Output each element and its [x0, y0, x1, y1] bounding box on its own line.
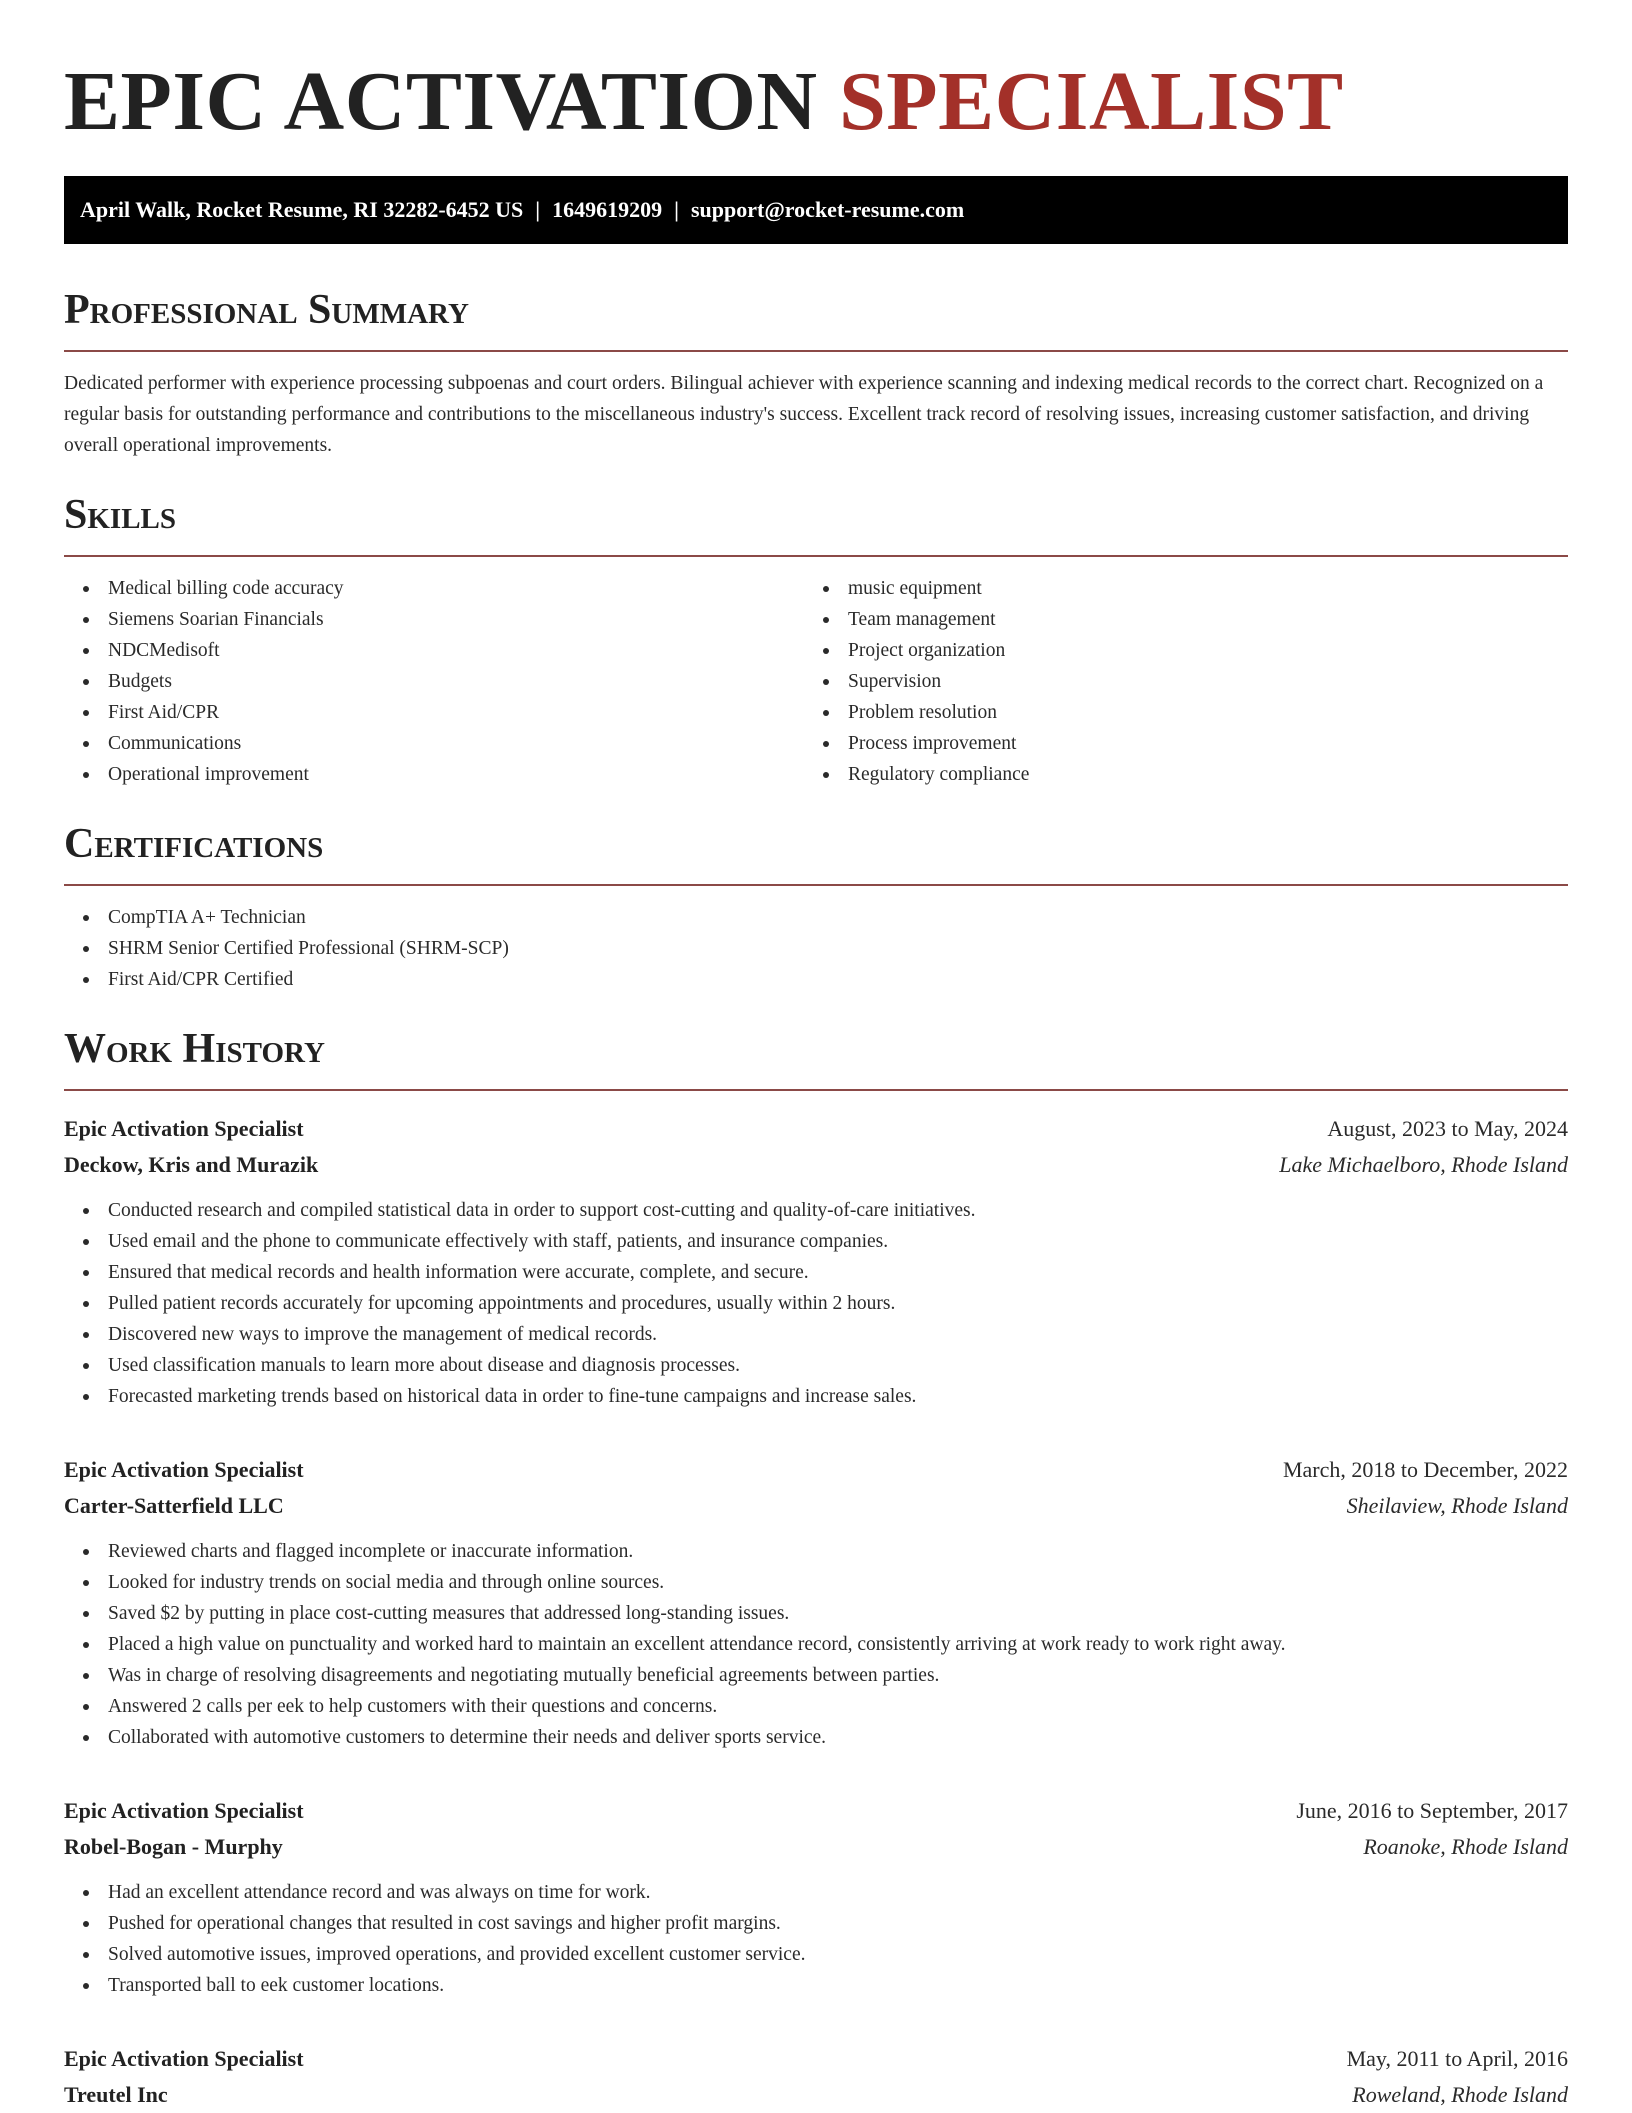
job-duty-item: Pulled patient records accurately for upcoming appointments and procedures, usually within 2 hours. [108, 1288, 1568, 1319]
job-header-row [64, 1111, 1568, 1147]
job-entry [64, 1452, 1568, 1753]
job-company-row [64, 1829, 1568, 1865]
contact-phone: 1649619209 [552, 197, 663, 222]
skill-item: Operational improvement [108, 759, 804, 790]
resume-name [64, 0, 1568, 152]
job-entry [64, 2041, 1568, 2113]
job-company: Deckow, Kris and Murazik [64, 1152, 319, 1177]
skill-item: Supervision [848, 666, 1544, 697]
summary-heading: Professional Summary [64, 284, 1568, 352]
certification-item: First Aid/CPR Certified [108, 964, 1568, 995]
job-company: Carter-Satterfield LLC [64, 1493, 284, 1518]
certifications-list [64, 902, 1568, 995]
skills-list-left [64, 573, 804, 790]
skill-item: Budgets [108, 666, 804, 697]
skills-list-right [804, 573, 1544, 790]
skill-item: NDCMedisoft [108, 635, 804, 666]
job-duty-item: Collaborated with automotive customers to determine their needs and deliver sports service. [108, 1722, 1568, 1753]
job-header-row [64, 1452, 1568, 1488]
job-title: Epic Activation Specialist [64, 1116, 304, 1141]
contact-address: April Walk, Rocket Resume, RI 32282-6452 US [80, 197, 524, 222]
job-duty-item: Conducted research and compiled statistical data in order to support cost-cutting and quality-of-care initiatives. [108, 1195, 1568, 1226]
job-dates: August, 2023 to May, 2024 [1327, 1116, 1568, 1141]
job-duty-item: Pushed for operational changes that resulted in cost savings and higher profit margins. [108, 1908, 1568, 1939]
job-company: Treutel Inc [64, 2082, 168, 2107]
job-entry [64, 1111, 1568, 1412]
job-dates: June, 2016 to September, 2017 [1296, 1798, 1568, 1823]
job-duty-item: Had an excellent attendance record and was always on time for work. [108, 1877, 1568, 1908]
job-title: Epic Activation Specialist [64, 2046, 304, 2071]
job-header-row [64, 2041, 1568, 2077]
skill-item: Communications [108, 728, 804, 759]
job-duty-item: Used classification manuals to learn more about disease and diagnosis processes. [108, 1350, 1568, 1381]
contact-bar [64, 176, 1568, 244]
job-duty-item: Answered 2 calls per eek to help customers with their questions and concerns. [108, 1691, 1568, 1722]
job-duty-item: Ensured that medical records and health information were accurate, complete, and secure. [108, 1257, 1568, 1288]
name-last: SPECIALIST [839, 55, 1344, 148]
skills-column-right [804, 573, 1544, 790]
job-duty-item: Used email and the phone to communicate effectively with staff, patients, and insurance companies. [108, 1226, 1568, 1257]
skill-item: Process improvement [848, 728, 1544, 759]
job-title: Epic Activation Specialist [64, 1798, 304, 1823]
job-duty-item: Transported ball to eek customer locations. [108, 1970, 1568, 2001]
skills-grid [64, 573, 1568, 790]
job-duty-item: Forecasted marketing trends based on historical data in order to fine-tune campaigns and increase sales. [108, 1381, 1568, 1412]
job-duty-item: Solved automotive issues, improved operations, and provided excellent customer service. [108, 1939, 1568, 1970]
job-header-row [64, 1793, 1568, 1829]
job-location: Lake Michaelboro, Rhode Island [1279, 1152, 1568, 1177]
job-duty-item: Was in charge of resolving disagreements and negotiating mutually beneficial agreements between parties. [108, 1660, 1568, 1691]
skill-item: Team management [848, 604, 1544, 635]
job-location: Sheilaview, Rhode Island [1346, 1493, 1568, 1518]
work-history-heading: Work History [64, 1023, 1568, 1091]
skill-item: Regulatory compliance [848, 759, 1544, 790]
job-dates: March, 2018 to December, 2022 [1282, 1457, 1568, 1482]
job-company: Robel-Bogan - Murphy [64, 1834, 283, 1859]
skill-item: Problem resolution [848, 697, 1544, 728]
job-title: Epic Activation Specialist [64, 1457, 304, 1482]
job-company-row [64, 1147, 1568, 1183]
job-duty-item: Discovered new ways to improve the management of medical records. [108, 1319, 1568, 1350]
contact-separator: | [674, 197, 679, 222]
certification-item: CompTIA A+ Technician [108, 902, 1568, 933]
skills-heading: Skills [64, 489, 1568, 557]
job-duties-list [64, 1877, 1568, 2001]
job-dates: May, 2011 to April, 2016 [1346, 2046, 1568, 2071]
job-duty-item: Looked for industry trends on social media and through online sources. [108, 1567, 1568, 1598]
contact-separator: | [535, 197, 541, 222]
skill-item: First Aid/CPR [108, 697, 804, 728]
skill-item: music equipment [848, 573, 1544, 604]
skills-column-left [64, 573, 804, 790]
certifications-heading: Certifications [64, 818, 1568, 886]
job-company-row [64, 2077, 1568, 2113]
job-location: Roanoke, Rhode Island [1363, 1834, 1568, 1859]
job-duties-list [64, 1195, 1568, 1412]
job-duty-item: Reviewed charts and flagged incomplete or inaccurate information. [108, 1536, 1568, 1567]
name-first: EPIC ACTIVATION [64, 55, 818, 148]
job-duties-list [64, 1536, 1568, 1753]
summary-text: Dedicated performer with experience processing subpoenas and court orders. Bilingual achiever with experience scanning and indexing medical records to the correct chart. Recognized on a regular basis for outstanding performance and contributions to the miscellaneous industry's success. Excellent track record of resolving issues, increasing customer satisfaction, and driving overall operational improvements. [64, 373, 1544, 456]
skill-item: Siemens Soarian Financials [108, 604, 804, 635]
resume-page [64, 0, 1568, 2113]
skill-item: Project organization [848, 635, 1544, 666]
skill-item: Medical billing code accuracy [108, 573, 804, 604]
job-location: Roweland, Rhode Island [1352, 2082, 1568, 2107]
certification-item: SHRM Senior Certified Professional (SHRM-SCP) [108, 933, 1568, 964]
job-duty-item: Placed a high value on punctuality and worked hard to maintain an excellent attendance record, consistently arriving at work ready to work right away. [108, 1629, 1568, 1660]
contact-email: support@rocket-resume.com [690, 197, 965, 222]
job-company-row [64, 1488, 1568, 1524]
job-entry [64, 1793, 1568, 2001]
job-duty-item: Saved $2 by putting in place cost-cutting measures that addressed long-standing issues. [108, 1598, 1568, 1629]
